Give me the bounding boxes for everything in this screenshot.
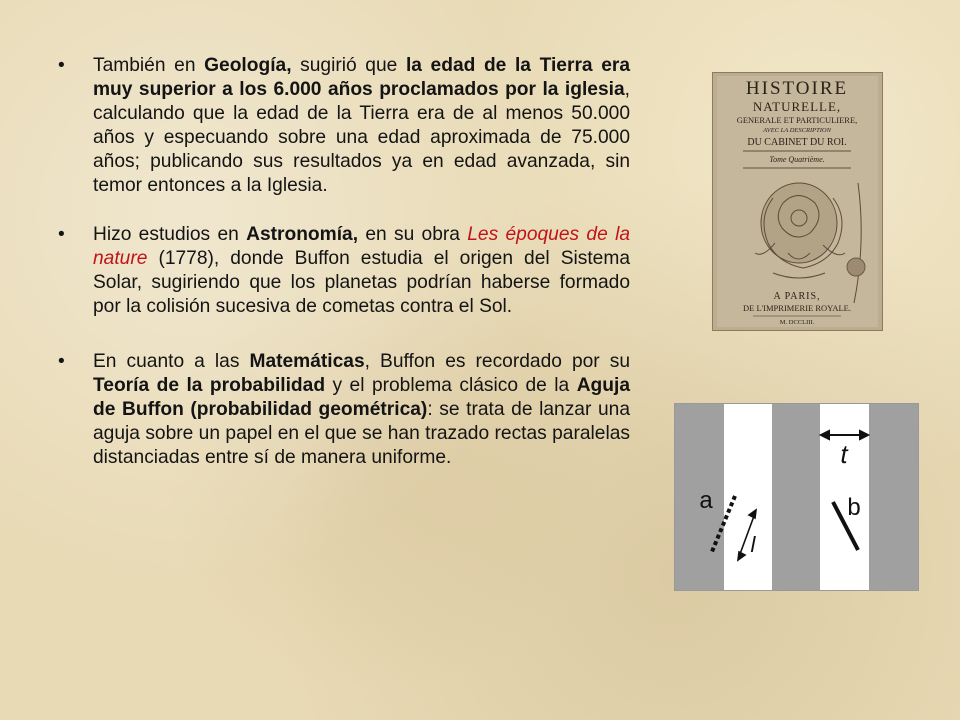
text-segment: sugirió que	[291, 55, 406, 76]
text-segment: en su obra	[358, 224, 468, 245]
bold-term: Teoría de la probabilidad	[93, 375, 326, 396]
buffon-needle-diagram	[675, 404, 918, 590]
bold-term: Aguja de Buffon (probabilidad geométrica)	[93, 375, 630, 420]
book-year: M. DCCLIII.	[779, 319, 815, 326]
text-segment: : se trata de lanzar una aguja sobre un papel en el que se han trazado rectas paralelas distanciadas entre sí de manera uniforme.	[93, 399, 630, 468]
buffon-needle-svg	[675, 404, 918, 590]
book-title: HISTOIRE	[745, 78, 849, 99]
stripe-3	[869, 404, 918, 590]
text-segment: Hizo estudios en	[93, 224, 247, 245]
stripe-2	[772, 404, 820, 590]
book-title-italic: Les époques de la nature	[93, 224, 630, 269]
text-segment: y el problema clásico de la	[325, 375, 577, 396]
text-segment: También en	[93, 55, 205, 76]
text-segment: , Buffon es recordado por su	[364, 351, 630, 372]
label-b: b	[847, 494, 861, 521]
book-title-page-image	[713, 73, 882, 330]
label-t: t	[840, 439, 848, 469]
bullet-matematicas	[58, 350, 630, 470]
text-segment: (1778), donde Buffon estudia el origen del Sistema Solar, sugiriendo que los planetas podrían haberse formado por la colisión sucesiva de cometas contra el Sol.	[93, 248, 630, 317]
bullet-geologia	[58, 54, 630, 198]
book-tome: Tome Quatrième.	[769, 155, 825, 164]
bold-term: Astronomía,	[246, 224, 359, 245]
book-line3: GENERALE ET PARTICULIERE,	[736, 115, 858, 125]
bold-term: Geología,	[204, 55, 292, 76]
bold-term: la edad de la Tierra era muy superior a los 6.000 años proclamados por la iglesia	[93, 55, 631, 100]
label-a: a	[699, 487, 713, 514]
book-printer: DE L'IMPRIMERIE ROYALE.	[742, 303, 852, 313]
label-l: l	[750, 532, 756, 557]
bullet-astronomia	[58, 223, 630, 319]
book-city: A PARIS,	[773, 291, 821, 302]
library-stamp-icon	[847, 258, 865, 276]
book-line2: NATURELLE,	[752, 99, 842, 114]
book-line5: DU CABINET DU ROI.	[747, 137, 847, 148]
text-column	[58, 54, 630, 470]
book-line4: AVEC LA DESCRIPTION	[763, 127, 831, 134]
text-segment: , calculando que la edad de la Tierra era de al menos 50.000 años y especuando sobre una edad aproximada de 75.000 años; publicando sus resultados ya en edad avanzada, sin temor entonces a la Iglesia.	[93, 79, 630, 196]
bold-term: Matemáticas	[249, 351, 365, 372]
text-segment: En cuanto a las	[93, 351, 250, 372]
book-title-page-svg	[713, 73, 882, 330]
